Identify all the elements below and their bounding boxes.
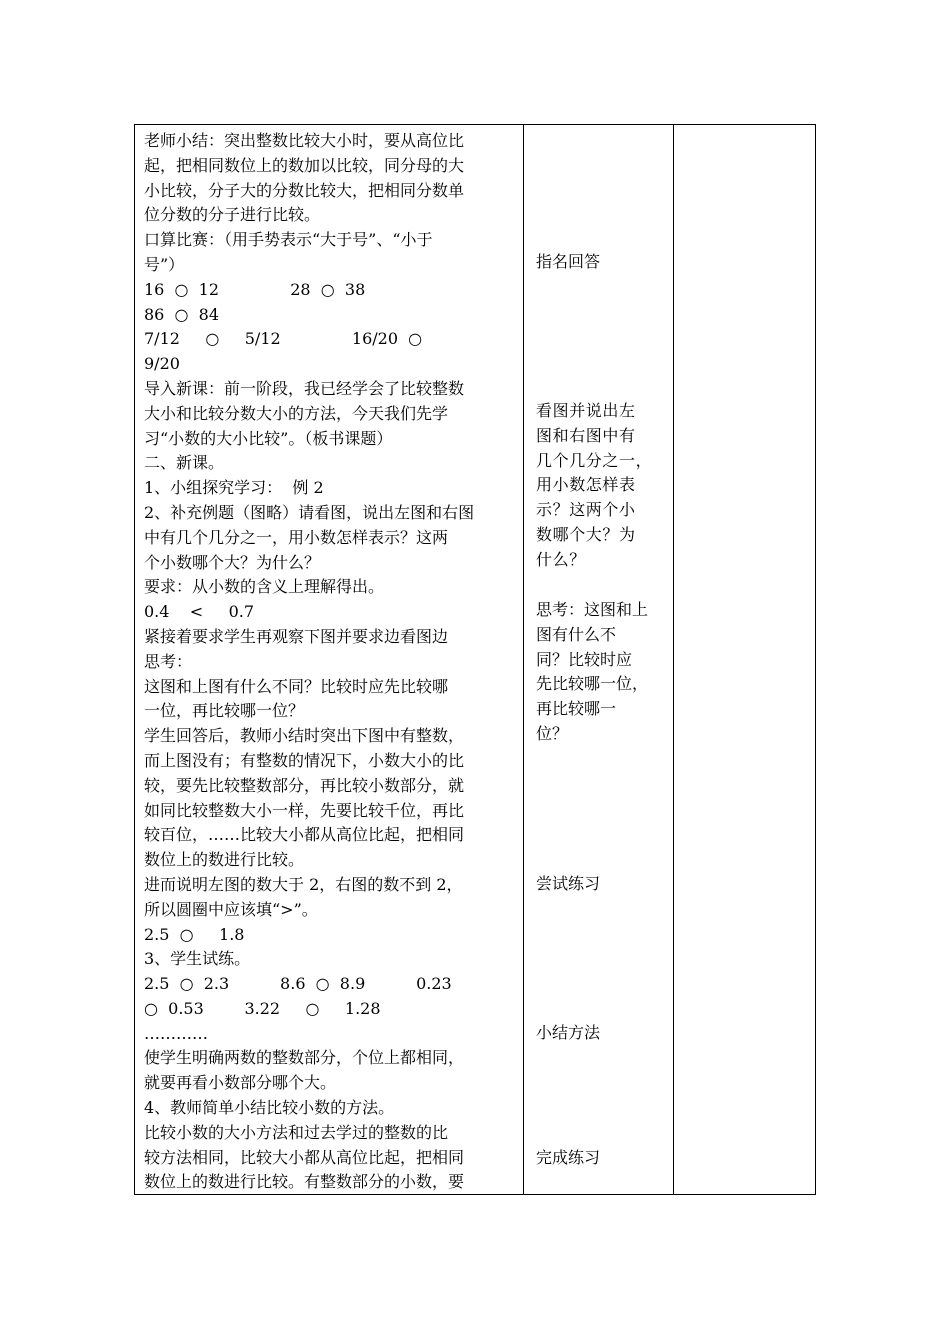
activity-line: 小结方法: [536, 1023, 601, 1042]
text-line: 2.5 ○ 1.8: [144, 924, 245, 944]
activity-summary: [536, 1021, 669, 1046]
text-line: 3、学生试练。: [144, 949, 251, 969]
text-line: 一位，再比较哪一位？: [144, 701, 305, 721]
text-line: 比较小数的大小方法和过去学过的整数的比: [144, 1122, 449, 1142]
text-line: 起，把相同数位上的数加以比较，同分母的大: [144, 155, 465, 175]
activity-line: 思考：这图和上: [536, 600, 649, 619]
student-activity-column: [523, 125, 673, 1194]
text-line: 习“小数的大小比较”。（板书课题）: [144, 428, 393, 448]
text-line: 小比较，分子大的分数比较大，把相同分数单: [144, 180, 465, 200]
activity-answer: [536, 250, 669, 275]
text-line: 较方法相同，比较大小都从高位比起，把相同: [144, 1147, 465, 1167]
text-line: 4、教师简单小结比较小数的方法。: [144, 1098, 395, 1118]
text-line: 所以圆圈中应该填“>”。: [144, 899, 318, 919]
text-line: 使学生明确两数的整数部分，个位上都相同，: [144, 1048, 465, 1068]
text-line: 而上图没有；有整数的情况下，小数大小的比: [144, 750, 465, 770]
activity-line: 几个几分之一，: [536, 450, 653, 470]
text-line: 老师小结：突出整数比较大小时，要从高位比: [144, 131, 465, 150]
text-line: 中有几个几分之一，用小数怎样表示？这两: [144, 527, 449, 547]
activity-line: 示？这两个小: [536, 500, 636, 520]
activity-line: 什么？: [536, 549, 586, 569]
text-line: 就要再看小数部分哪个大。: [144, 1073, 337, 1093]
activity-line: 数哪个大？为: [536, 524, 636, 544]
text-line: 大小和比较分数大小的方法，今天我们先学: [144, 403, 449, 423]
notes-column: [673, 125, 817, 1194]
lesson-plan-table: [134, 124, 816, 1195]
text-line: 要求：从小数的含义上理解得出。: [144, 577, 385, 597]
activity-line: 看图并说出左: [536, 401, 636, 420]
text-line: 思考：: [144, 651, 193, 671]
activity-try: [536, 872, 669, 897]
activity-line: 图和右图中有: [536, 425, 636, 445]
activity-line: 图有什么不: [536, 624, 617, 644]
text-line: 如同比较整数大小一样，先要比较千位，再比: [144, 800, 465, 820]
text-line: 数位上的数进行比较。: [144, 850, 305, 870]
text-line: 口算比赛：（用手势表示“大于号”、“小于: [144, 230, 433, 250]
text-line: 9/20: [144, 354, 180, 374]
text-line: 0.4 < 0.7: [144, 602, 255, 622]
text-line: 较，要先比较整数部分，再比较小数部分，就: [144, 775, 465, 795]
text-line: 导入新课：前一阶段，我已经学会了比较整数: [144, 378, 465, 398]
text-line: 这图和上图有什么不同？比较时应先比较哪: [144, 676, 449, 696]
text-line: 位分数的分子进行比较。: [144, 205, 321, 225]
activity-finish: [536, 1146, 669, 1171]
text-line: ○ 0.53 3.22 ○ 1.28: [144, 998, 381, 1018]
activity-line: 指名回答: [536, 252, 601, 271]
text-line: 进而说明左图的数大于 2，右图的数不到 2，: [144, 874, 463, 894]
activity-think: [536, 598, 669, 747]
activity-line: 尝试练习: [536, 874, 601, 893]
text-line: 2、补充例题（图略）请看图，说出左图和右图: [144, 502, 475, 522]
activity-line: 位？: [536, 723, 569, 743]
text-line: 16 ○ 12 28 ○ 38: [144, 279, 366, 299]
activity-line: 用小数怎样表: [536, 475, 636, 495]
teacher-activity-column: [135, 125, 523, 1194]
text-line: 号”）: [144, 254, 185, 274]
text-line: …………: [144, 1023, 208, 1043]
text-line: 较百位，……比较大小都从高位比起，把相同: [144, 825, 465, 845]
activity-observe: [536, 399, 669, 573]
text-line: 紧接着要求学生再观察下图并要求边看图边: [144, 626, 449, 646]
text-line: 86 ○ 84: [144, 304, 220, 324]
text-line: 1、小组探究学习： 例 2: [144, 478, 324, 498]
activity-line: 先比较哪一位，: [536, 674, 649, 694]
text-line: 数位上的数进行比较。有整数部分的小数，要: [144, 1172, 465, 1192]
text-line: 学生回答后，教师小结时突出下图中有整数，: [144, 726, 465, 746]
activity-line: 完成练习: [536, 1148, 601, 1167]
text-line: 2.5 ○ 2.3 8.6 ○ 8.9 0.23: [144, 974, 452, 994]
text-line: 7/12 ○ 5/12 16/20 ○: [144, 329, 423, 349]
text-line: 二、新课。: [144, 453, 225, 473]
activity-line: 再比较哪一: [536, 699, 617, 719]
activity-line: 同？比较时应: [536, 649, 633, 669]
text-line: 个小数哪个大？为什么？: [144, 552, 321, 572]
